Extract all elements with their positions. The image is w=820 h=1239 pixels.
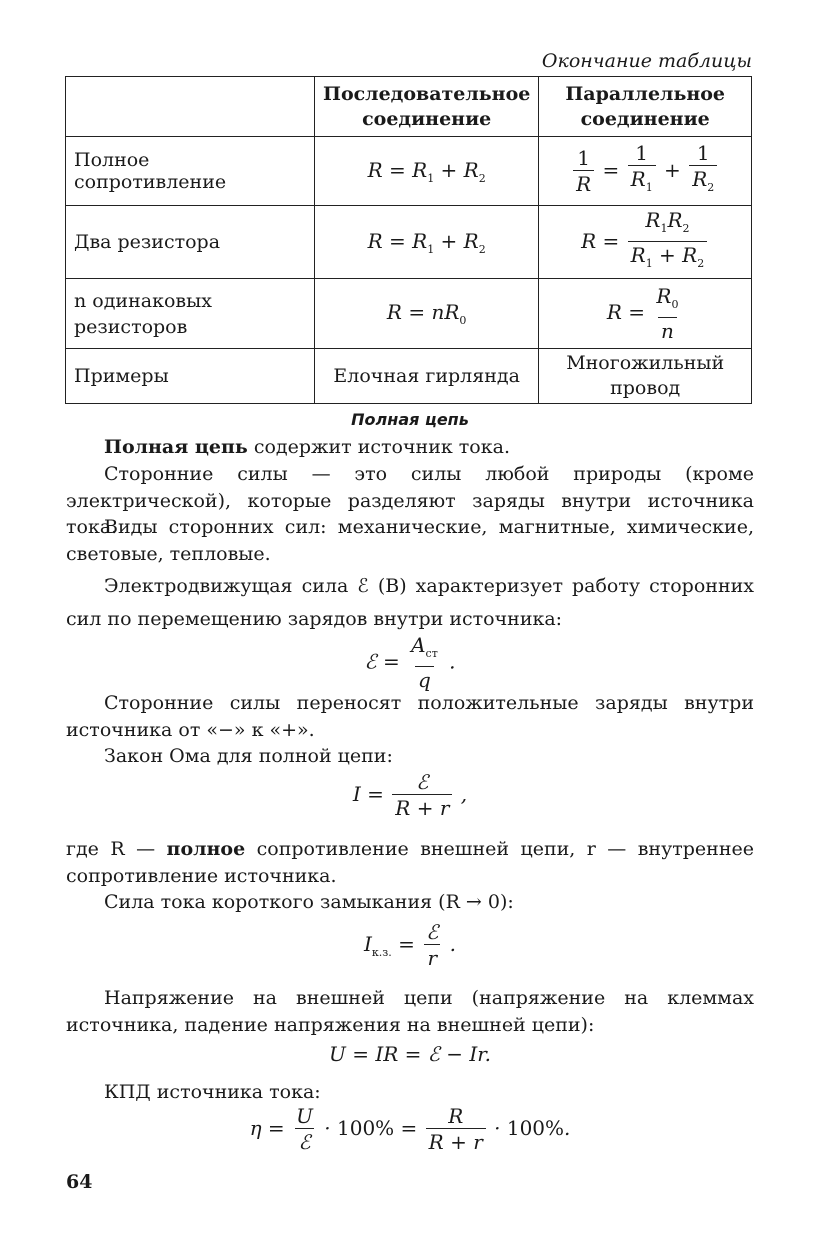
paragraph: Сила тока короткого замыкания (R → 0): xyxy=(104,891,514,913)
formula-emf: ℰ = $\frac{A_{ст}}{q}$ . xyxy=(364,633,456,692)
formula-text: $R = R_1 + R_2$ xyxy=(367,228,486,256)
example-series: Елочная гирлянда xyxy=(315,349,539,404)
paragraph: Электродвижущая сила ℰ (В) характеризует работу сторонних сил по перемещению зарядов внутри источника: xyxy=(66,575,754,630)
row-label: n одинаковых резисторов xyxy=(66,279,315,349)
formula-efficiency: η = $\frac{U}{\text{ℰ}}$ · 100% = $\frac{R}{R + r}$ · 100%. xyxy=(249,1104,571,1154)
example-parallel: Многожильный провод xyxy=(539,349,752,404)
formula-series-total xyxy=(315,137,539,206)
formula-text: $R = R_1 + R_2$ xyxy=(367,157,486,185)
table-row xyxy=(66,349,752,404)
term-bold: Полная цепь xyxy=(104,436,248,458)
comparison-table xyxy=(65,76,752,404)
formula-text: $R = nR_0$ xyxy=(386,300,467,327)
formula-ohm: I = $\frac{\text{ℰ}}{R + r}$ , xyxy=(352,770,468,820)
paragraph: КПД источника тока: xyxy=(104,1081,321,1103)
row-label: Полное сопротивление xyxy=(66,137,315,206)
paragraph: Полная цепь содержит источник тока. xyxy=(104,436,510,458)
formula-parallel-n xyxy=(539,279,752,349)
paragraph: Виды сторонних сил: механические, магнитные, химические, световые, тепловые. xyxy=(66,516,754,565)
row-label: Примеры xyxy=(66,349,315,404)
formula-series-two xyxy=(315,206,539,279)
formula-text: R = $\frac{R_0}{n}$ xyxy=(606,283,679,343)
table-row xyxy=(66,279,752,349)
formula-text: $\frac{1}{R}$ = $\frac{1}{R_1}$ + $\frac{1}{R_2}$ xyxy=(571,158,719,182)
header-parallel: Параллельное соединение xyxy=(539,77,752,137)
table-row xyxy=(66,206,752,279)
row-label: Два резистора xyxy=(66,206,315,279)
paragraph: Закон Ома для полной цепи: xyxy=(104,745,393,767)
header-series: Последовательное соединение xyxy=(315,77,539,137)
formula-short-circuit: $I_{к.з.}$ = $\frac{\text{ℰ}}{r}$ . xyxy=(363,920,457,970)
paragraph: где R — полное сопротивление внешней цепи, r — внутреннее сопротивление источника. xyxy=(66,838,754,887)
paragraph: Сторонние силы — это силы любой природы (кроме электрической), которые разделяют заряды внутри источника тока. xyxy=(66,463,754,538)
page-number: 64 xyxy=(66,1171,93,1193)
paragraph: Напряжение на внешней цепи (напряжение на клеммах источника, падение напряжения на внешней цепи): xyxy=(66,987,754,1036)
formula-parallel-total xyxy=(539,137,752,206)
section-title: Полная цепь xyxy=(351,410,469,429)
formula-voltage: U = IR = ℰ − Ir. xyxy=(329,1042,491,1066)
table-row xyxy=(66,137,752,206)
table-header-row xyxy=(66,77,752,137)
table-corner-cell xyxy=(66,77,315,137)
paragraph: Сторонние силы переносят положительные заряды внутри источника от «−» к «+». xyxy=(66,692,754,741)
formula-series-n xyxy=(315,279,539,349)
formula-text: R = $\frac{R_1R_2}{R_1 + R_2}$ xyxy=(581,229,709,253)
formula-parallel-two xyxy=(539,206,752,279)
continuation-label: Окончание таблицы xyxy=(541,50,752,72)
